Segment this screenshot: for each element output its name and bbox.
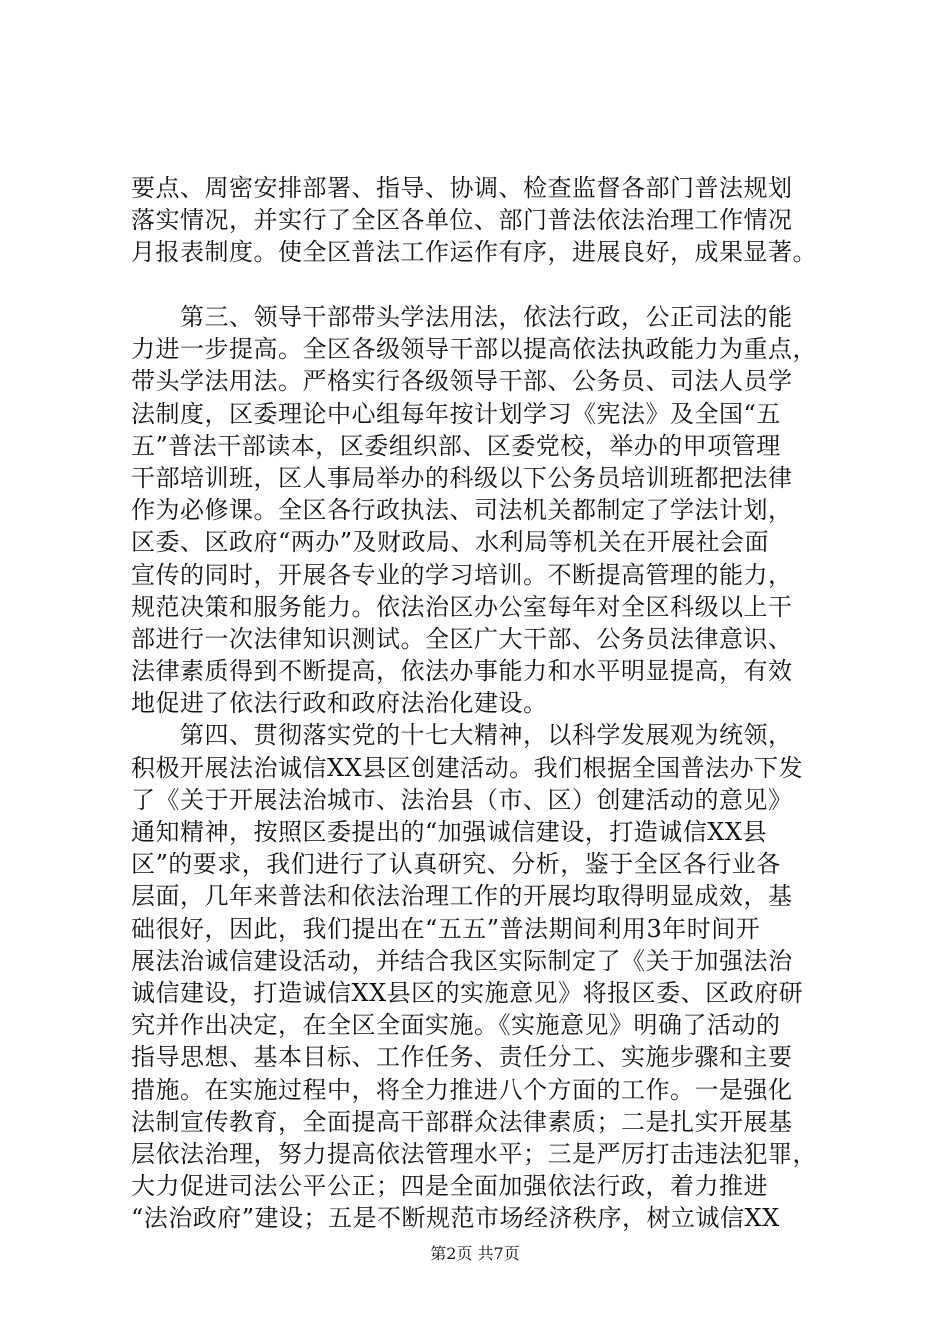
- text-line: 第四、贯彻落实党的十七大精神，以科学发展观为统领，: [131, 721, 793, 750]
- text-line: 五”普法干部读本，区委组织部、区委党校，举办的甲项管理: [131, 431, 781, 460]
- text-line: 措施。在实施过程中，将全力推进八个方面的工作。一是强化: [131, 1075, 793, 1104]
- text-line: 大力促进司法公平公正；四是全面加强依法行政，着力推进: [131, 1172, 768, 1201]
- text-line: 作为必修课。全区各行政执法、司法机关都制定了学法计划，: [131, 496, 793, 525]
- text-line: 究并作出决定，在全区全面实施。《实施意见》明确了活动的: [131, 1011, 781, 1040]
- text-line: 层面，几年来普法和依法治理工作的开展均取得明显成效，基: [131, 882, 793, 911]
- paragraph-2: [131, 301, 857, 719]
- text-line: 干部培训班，区人事局举办的科级以下公务员培训班都把法律: [131, 463, 793, 492]
- text-line: 力进一步提高。全区各级领导干部以提高依法执政能力为重点，: [131, 335, 817, 364]
- text-line: 第三、领导干部带头学法用法，依法行政，公正司法的能: [131, 303, 793, 331]
- text-line: 础很好，因此，我们提出在“五五”普法期间利用3年时间开: [131, 914, 761, 943]
- paragraphs-main: [131, 301, 857, 1234]
- page-number-footer: 第2页 共7页: [430, 1244, 520, 1263]
- text-line: 宣传的同时，开展各专业的学习培训。不断提高管理的能力，: [131, 560, 793, 589]
- text-line: 诚信建设，打造诚信XX县区的实施意见》将报区委、区政府研: [131, 978, 804, 1007]
- text-line: 要点、周密安排部署、指导、协调、检查监督各部门普法规划: [131, 174, 793, 202]
- text-line: 法制度，区委理论中心组每年按计划学习《宪法》及全国“五: [131, 399, 781, 428]
- text-line: 月报表制度。使全区普法工作运作有序，进展良好，成果显著。: [131, 238, 817, 267]
- paragraph-3: [131, 719, 857, 1234]
- text-line: 展法治诚信建设活动，并结合我区实际制定了《关于加强法治: [131, 946, 793, 975]
- text-line: 通知精神，按照区委提出的“加强诚信建设，打造诚信XX县: [131, 818, 767, 846]
- text-line: 法律素质得到不断提高，依法办事能力和水平明显提高，有效: [131, 657, 793, 686]
- text-line: 法制宣传教育，全面提高干部群众法律素质；二是扎实开展基: [131, 1107, 793, 1136]
- text-line: 规范决策和服务能力。依法治区办公室每年对全区科级以上干: [131, 592, 793, 621]
- text-line: 了《关于开展法治城市、法治县（市、区）创建活动的意见》: [131, 785, 793, 814]
- paragraph-1: [131, 172, 857, 269]
- text-line: 层依法治理，努力提高依法管理水平；三是严厉打击违法犯罪，: [131, 1139, 817, 1168]
- text-line: 部进行一次法律知识测试。全区广大干部、公务员法律意识、: [131, 624, 793, 653]
- text-line: 落实情况，并实行了全区各单位、部门普法依法治理工作情况: [131, 206, 793, 235]
- text-line: 区”的要求，我们进行了认真研究、分析，鉴于全区各行业各: [131, 850, 781, 879]
- text-line: “法治政府”建设；五是不断规范市场经济秩序，树立诚信XX: [131, 1204, 780, 1233]
- text-line: 带头学法用法。严格实行各级领导干部、公务员、司法人员学: [131, 367, 793, 396]
- text-line: 积极开展法治诚信XX县区创建活动。我们根据全国普法办下发: [131, 753, 804, 782]
- text-line: 地促进了依法行政和政府法治化建设。: [131, 689, 548, 718]
- text-line: 区委、区政府“两办”及财政局、水利局等机关在开展社会面: [131, 528, 770, 557]
- text-line: 指导思想、基本目标、工作任务、责任分工、实施步骤和主要: [131, 1043, 793, 1072]
